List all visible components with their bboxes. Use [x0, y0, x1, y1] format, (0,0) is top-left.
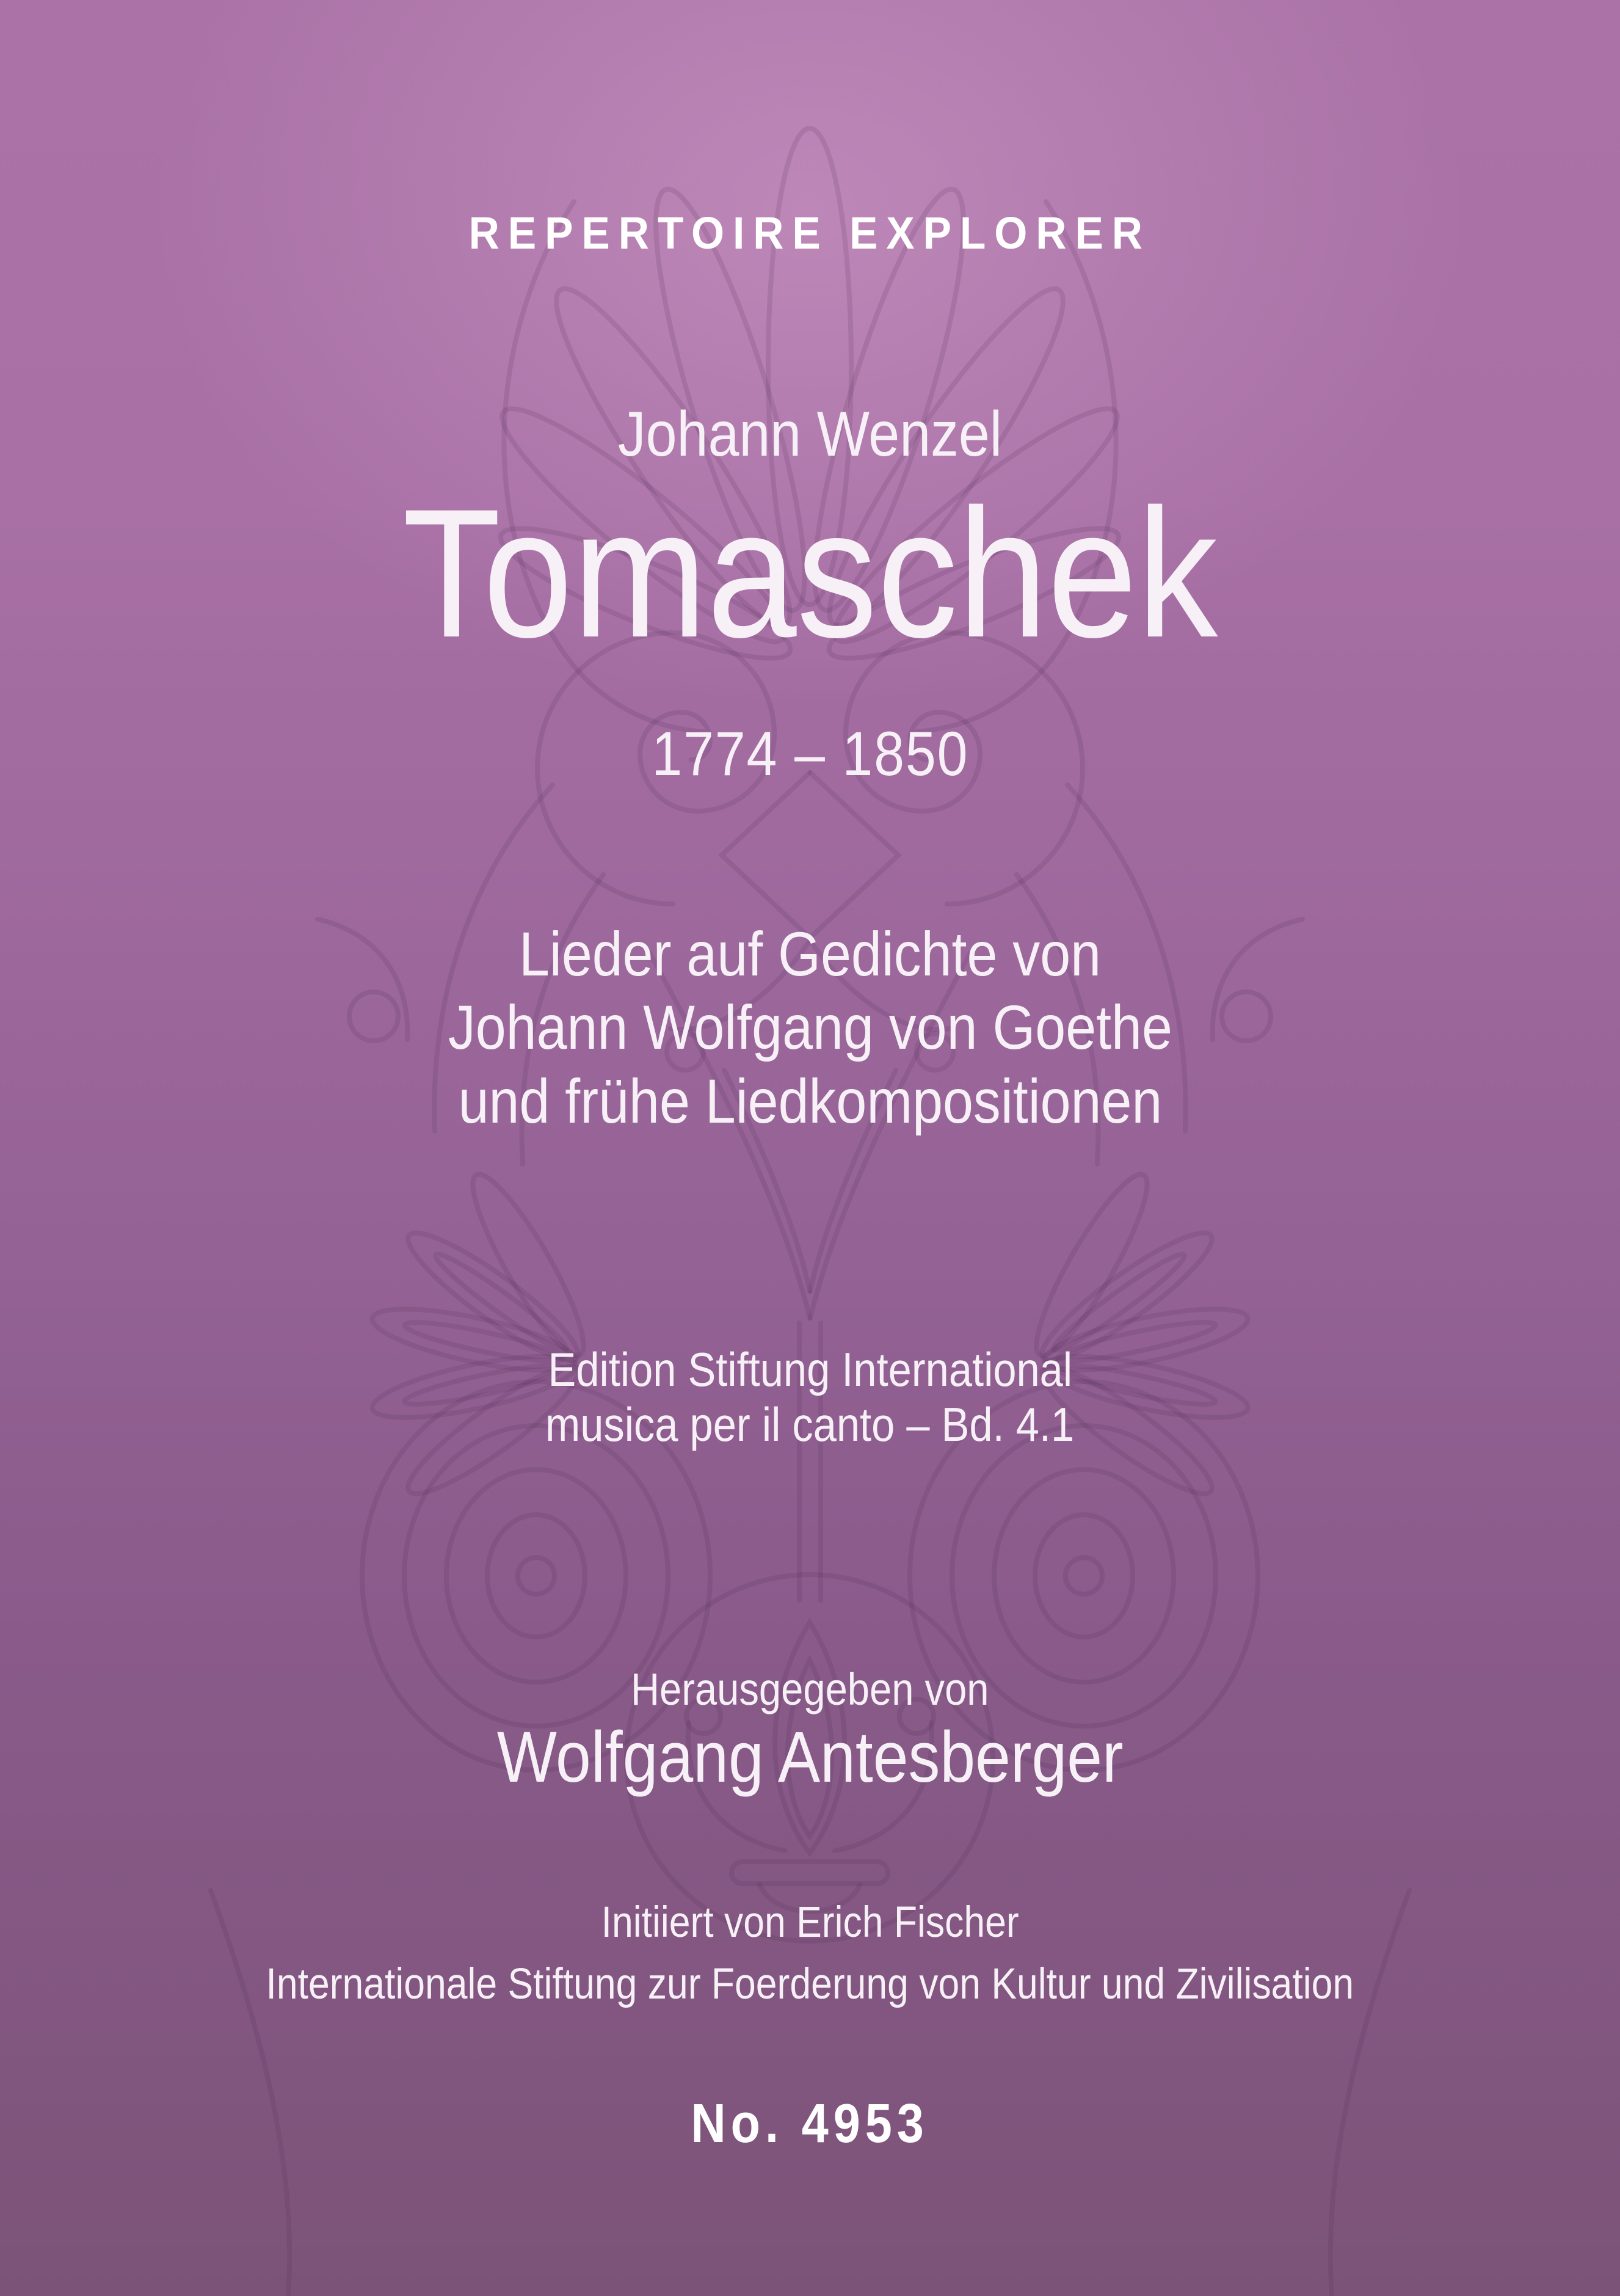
- composer-first-names: [0, 397, 1620, 472]
- edition-line-2: musica per il canto – Bd. 4.1: [545, 1397, 1075, 1451]
- initiative-line-2: Internationale Stiftung zur Foerderung von Kultur und Zivilisation: [266, 1959, 1354, 2008]
- work-title-line-2: Johann Wolfgang von Goethe: [448, 993, 1172, 1063]
- series-title: [0, 206, 1620, 260]
- composer-life-dates-text: 1774 – 1850: [652, 719, 968, 789]
- work-title-line-1: Lieder auf Gedichte von: [518, 919, 1102, 989]
- composer-surname-text: Tomaschek: [402, 470, 1218, 676]
- editor-label-text: Herausgegeben von: [631, 1664, 989, 1715]
- edition-info: [0, 1343, 1620, 1452]
- composer-first-names-text: Johann Wenzel: [617, 399, 1003, 470]
- edition-line-1: Edition Stiftung International: [548, 1343, 1072, 1396]
- work-title-line-3: und frühe Liedkompositionen: [458, 1066, 1162, 1136]
- catalog-number: [0, 2091, 1620, 2156]
- editor-name-text: Wolfgang Antesberger: [496, 1717, 1124, 1798]
- initiative-line-1: Initiiert von Erich Fischer: [601, 1898, 1019, 1947]
- catalog-number-text: No. 4953: [691, 2093, 929, 2154]
- editor-label: [0, 1663, 1620, 1716]
- composer-life-dates: [0, 717, 1620, 790]
- initiative-credits: [0, 1892, 1620, 2016]
- series-title-text: REPERTOIRE EXPLORER: [468, 208, 1152, 258]
- composer-surname: [0, 470, 1620, 676]
- work-title: [0, 917, 1620, 1138]
- editor-name: [0, 1715, 1620, 1800]
